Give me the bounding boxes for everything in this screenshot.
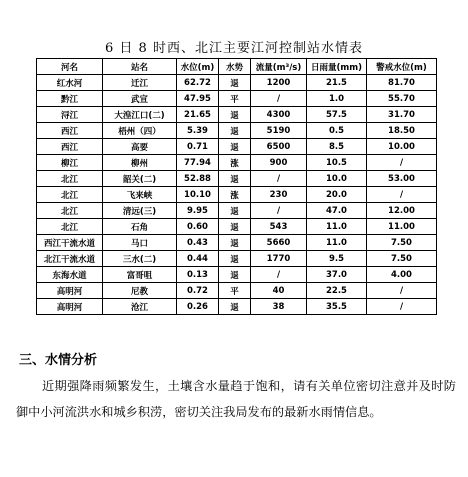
- cell-warning-level: 4.00: [367, 267, 437, 283]
- header-trend: 水势: [219, 59, 251, 75]
- cell-discharge: /: [251, 91, 307, 107]
- cell-station: 沧江: [103, 299, 177, 315]
- water-level-table: [36, 58, 437, 315]
- cell-daily-rainfall: 10.5: [307, 155, 367, 171]
- cell-water-level: 47.95: [177, 91, 219, 107]
- table-header-row: [37, 59, 437, 75]
- table-row: [37, 123, 437, 139]
- cell-daily-rainfall: 8.5: [307, 139, 367, 155]
- cell-trend: 退: [219, 171, 251, 187]
- header-station: 站名: [103, 59, 177, 75]
- cell-discharge: 1770: [251, 251, 307, 267]
- cell-river: 西江干流水道: [37, 235, 103, 251]
- cell-discharge: /: [251, 171, 307, 187]
- header-river: 河名: [37, 59, 103, 75]
- cell-station: 清远(三): [103, 203, 177, 219]
- table-row: [37, 299, 437, 315]
- cell-discharge: 40: [251, 283, 307, 299]
- table-row: [37, 251, 437, 267]
- cell-daily-rainfall: 11.0: [307, 235, 367, 251]
- table-row: [37, 171, 437, 187]
- analysis-paragraph: 近期强降雨频繁发生，土壤含水量趋于饱和，请有关单位密切注意并及时防御中小河流洪水和城乡积涝，密切关注我局发布的最新水雨情信息。: [16, 379, 456, 419]
- cell-station: 石角: [103, 219, 177, 235]
- cell-discharge: 5190: [251, 123, 307, 139]
- cell-river: 东海水道: [37, 267, 103, 283]
- cell-trend: 退: [219, 251, 251, 267]
- section-heading: 三、水情分析: [19, 353, 98, 368]
- cell-water-level: 21.65: [177, 107, 219, 123]
- table-row: [37, 75, 437, 91]
- cell-daily-rainfall: 47.0: [307, 203, 367, 219]
- cell-warning-level: 55.70: [367, 91, 437, 107]
- cell-daily-rainfall: 57.5: [307, 107, 367, 123]
- table-row: [37, 155, 437, 171]
- cell-discharge: 5660: [251, 235, 307, 251]
- cell-river: 红水河: [37, 75, 103, 91]
- header-daily-rainfall: 日雨量(mm): [307, 59, 367, 75]
- cell-station: 尼教: [103, 283, 177, 299]
- cell-trend: 退: [219, 235, 251, 251]
- table-row: [37, 91, 437, 107]
- cell-daily-rainfall: 20.0: [307, 187, 367, 203]
- cell-water-level: 0.72: [177, 283, 219, 299]
- cell-daily-rainfall: 0.5: [307, 123, 367, 139]
- cell-station: 三水(二): [103, 251, 177, 267]
- cell-warning-level: 12.00: [367, 203, 437, 219]
- cell-river: 北江: [37, 187, 103, 203]
- cell-trend: 退: [219, 75, 251, 91]
- cell-water-level: 10.10: [177, 187, 219, 203]
- cell-warning-level: 81.70: [367, 75, 437, 91]
- cell-water-level: 0.44: [177, 251, 219, 267]
- cell-discharge: 230: [251, 187, 307, 203]
- cell-warning-level: 11.00: [367, 219, 437, 235]
- cell-discharge: 4300: [251, 107, 307, 123]
- cell-river: 柳江: [37, 155, 103, 171]
- table-title: 6 日 8 时西、北江主要江河控制站水情表: [105, 41, 363, 56]
- cell-warning-level: 53.00: [367, 171, 437, 187]
- cell-station: 大湟江口(二): [103, 107, 177, 123]
- cell-river: 北江干流水道: [37, 251, 103, 267]
- cell-river: 高明河: [37, 283, 103, 299]
- cell-trend: 平: [219, 283, 251, 299]
- table-row: [37, 235, 437, 251]
- cell-daily-rainfall: 9.5: [307, 251, 367, 267]
- cell-warning-level: /: [367, 187, 437, 203]
- cell-river: 高明河: [37, 299, 103, 315]
- cell-water-level: 0.13: [177, 267, 219, 283]
- cell-station: 梧州（四）: [103, 123, 177, 139]
- cell-station: 柳州: [103, 155, 177, 171]
- cell-trend: 平: [219, 91, 251, 107]
- cell-trend: 退: [219, 299, 251, 315]
- cell-discharge: /: [251, 267, 307, 283]
- cell-daily-rainfall: 22.5: [307, 283, 367, 299]
- cell-trend: 退: [219, 139, 251, 155]
- cell-daily-rainfall: 1.0: [307, 91, 367, 107]
- cell-trend: 涨: [219, 155, 251, 171]
- cell-river: 黔江: [37, 91, 103, 107]
- cell-trend: 退: [219, 219, 251, 235]
- cell-trend: 退: [219, 107, 251, 123]
- cell-warning-level: 7.50: [367, 251, 437, 267]
- cell-daily-rainfall: 10.0: [307, 171, 367, 187]
- cell-daily-rainfall: 37.0: [307, 267, 367, 283]
- cell-daily-rainfall: 21.5: [307, 75, 367, 91]
- table-row: [37, 219, 437, 235]
- table-row: [37, 283, 437, 299]
- cell-station: 飞来峡: [103, 187, 177, 203]
- cell-water-level: 0.43: [177, 235, 219, 251]
- cell-station: 韶关(二): [103, 171, 177, 187]
- cell-station: 武宣: [103, 91, 177, 107]
- cell-river: 北江: [37, 203, 103, 219]
- cell-warning-level: 31.70: [367, 107, 437, 123]
- cell-river: 浔江: [37, 107, 103, 123]
- table-row: [37, 203, 437, 219]
- cell-warning-level: /: [367, 155, 437, 171]
- header-discharge: 流量(m³/s): [251, 59, 307, 75]
- cell-station: 富哥咀: [103, 267, 177, 283]
- table-row: [37, 267, 437, 283]
- cell-trend: 涨: [219, 187, 251, 203]
- cell-water-level: 62.72: [177, 75, 219, 91]
- cell-water-level: 52.88: [177, 171, 219, 187]
- cell-discharge: 6500: [251, 139, 307, 155]
- cell-trend: 退: [219, 203, 251, 219]
- cell-warning-level: 7.50: [367, 235, 437, 251]
- cell-daily-rainfall: 35.5: [307, 299, 367, 315]
- cell-warning-level: 10.00: [367, 139, 437, 155]
- cell-discharge: 900: [251, 155, 307, 171]
- table-row: [37, 187, 437, 203]
- cell-water-level: 77.94: [177, 155, 219, 171]
- cell-water-level: 5.39: [177, 123, 219, 139]
- cell-warning-level: /: [367, 283, 437, 299]
- cell-discharge: 38: [251, 299, 307, 315]
- cell-discharge: 543: [251, 219, 307, 235]
- cell-river: 北江: [37, 171, 103, 187]
- cell-trend: 退: [219, 123, 251, 139]
- cell-station: 马口: [103, 235, 177, 251]
- cell-discharge: 1200: [251, 75, 307, 91]
- cell-trend: 退: [219, 267, 251, 283]
- cell-river: 北江: [37, 219, 103, 235]
- cell-warning-level: /: [367, 299, 437, 315]
- table-row: [37, 139, 437, 155]
- header-warning-level: 警戒水位(m): [367, 59, 437, 75]
- header-water-level: 水位(m): [177, 59, 219, 75]
- cell-water-level: 0.26: [177, 299, 219, 315]
- cell-station: 高要: [103, 139, 177, 155]
- cell-station: 迁江: [103, 75, 177, 91]
- cell-discharge: /: [251, 203, 307, 219]
- table-row: [37, 107, 437, 123]
- cell-warning-level: 18.50: [367, 123, 437, 139]
- cell-river: 西江: [37, 139, 103, 155]
- cell-water-level: 9.95: [177, 203, 219, 219]
- cell-water-level: 0.60: [177, 219, 219, 235]
- cell-daily-rainfall: 11.0: [307, 219, 367, 235]
- cell-water-level: 0.71: [177, 139, 219, 155]
- cell-river: 西江: [37, 123, 103, 139]
